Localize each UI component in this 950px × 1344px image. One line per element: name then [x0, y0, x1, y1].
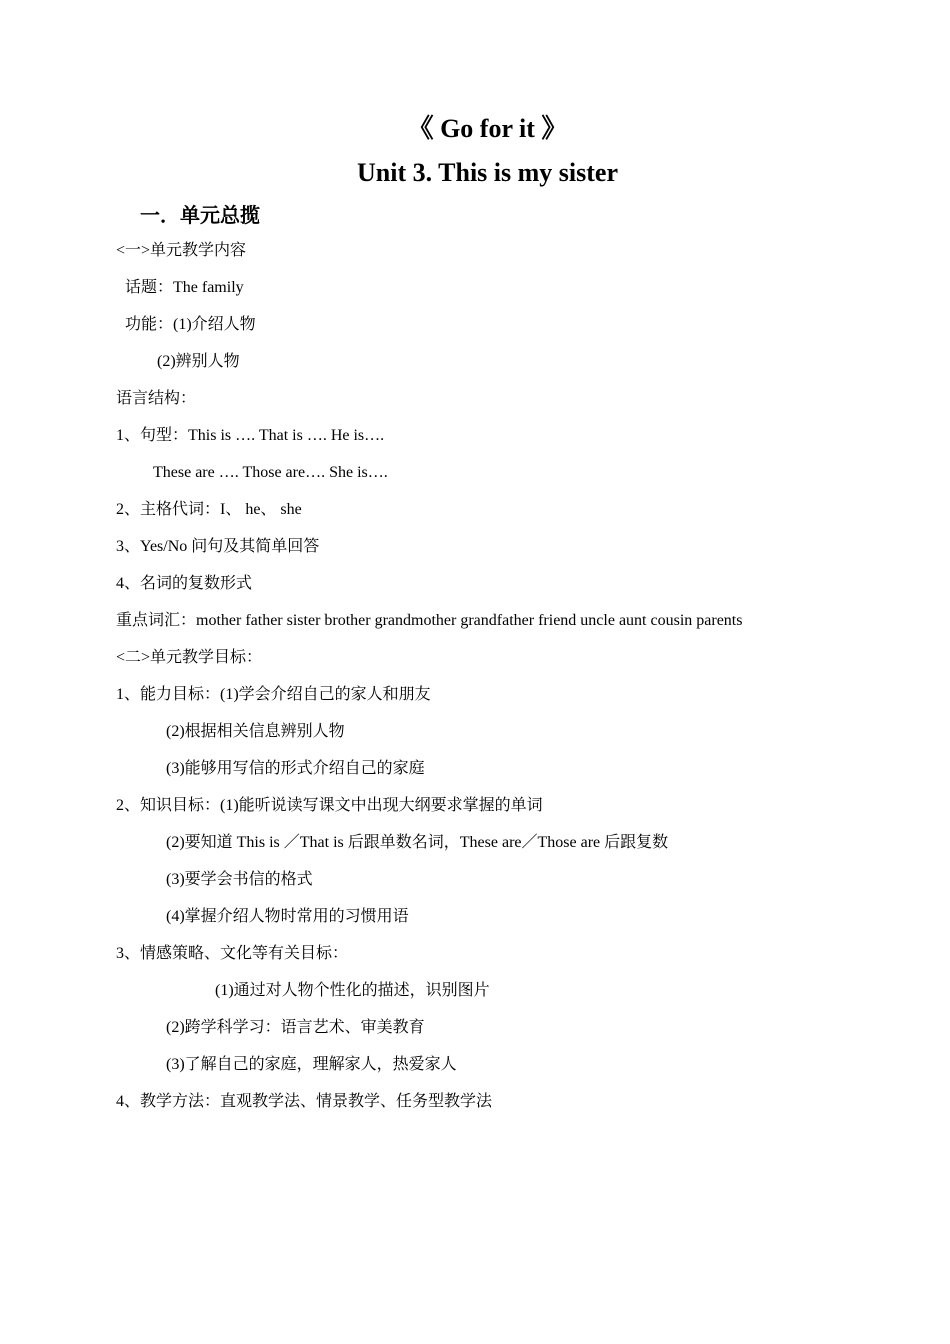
section-heading: 一．单元总揽	[140, 203, 260, 227]
content-line: 2、知识目标：(1)能听说读写课文中出现大纲要求掌握的单词	[116, 797, 543, 814]
content-line: (2)要知道 This is ／That is 后跟单数名词，These are／Those are 后跟复数	[166, 834, 669, 851]
content-line: 1、能力目标：(1)学会介绍自己的家人和朋友	[116, 686, 431, 703]
content-line: 2、主格代词：I、 he、 she	[116, 501, 302, 518]
book-title: 《 Go for it 》	[407, 114, 568, 143]
content-line: (3)能够用写信的形式介绍自己的家庭	[166, 760, 425, 777]
content-line: 重点词汇：mother father sister brother grandmother grandfather friend uncle aunt cousin parents	[116, 612, 743, 629]
content-line: These are …. Those are…. She is….	[153, 464, 388, 481]
content-line: 3、情感策略、文化等有关目标：	[116, 945, 349, 962]
content-line: (2)根据相关信息辨别人物	[166, 723, 345, 740]
content-line: (1)通过对人物个性化的描述，识别图片	[215, 982, 490, 999]
content-line: (4)掌握介绍人物时常用的习惯用语	[166, 908, 409, 925]
content-line: (3)了解自己的家庭，理解家人，热爱家人	[166, 1056, 457, 1073]
content-line: 4、名词的复数形式	[116, 575, 253, 592]
content-line: 3、Yes/No 问句及其简单回答	[116, 538, 320, 555]
content-line: <二>单元教学目标：	[116, 649, 263, 666]
unit-title: Unit 3. This is my sister	[357, 158, 618, 187]
content-line: 功能：(1)介绍人物	[125, 316, 256, 333]
content-line: 4、教学方法：直观教学法、情景教学、任务型教学法	[116, 1093, 493, 1110]
content-line: (2)跨学科学习：语言艺术、审美教育	[166, 1019, 425, 1036]
content-line: 语言结构：	[116, 390, 197, 407]
content-line: 话题：The family	[125, 279, 244, 296]
content-line: (3)要学会书信的格式	[166, 871, 313, 888]
content-line: <一>单元教学内容	[116, 242, 247, 259]
content-line: 1、句型：This is …. That is …. He is….	[116, 427, 385, 444]
content-line: (2)辨别人物	[157, 353, 240, 370]
